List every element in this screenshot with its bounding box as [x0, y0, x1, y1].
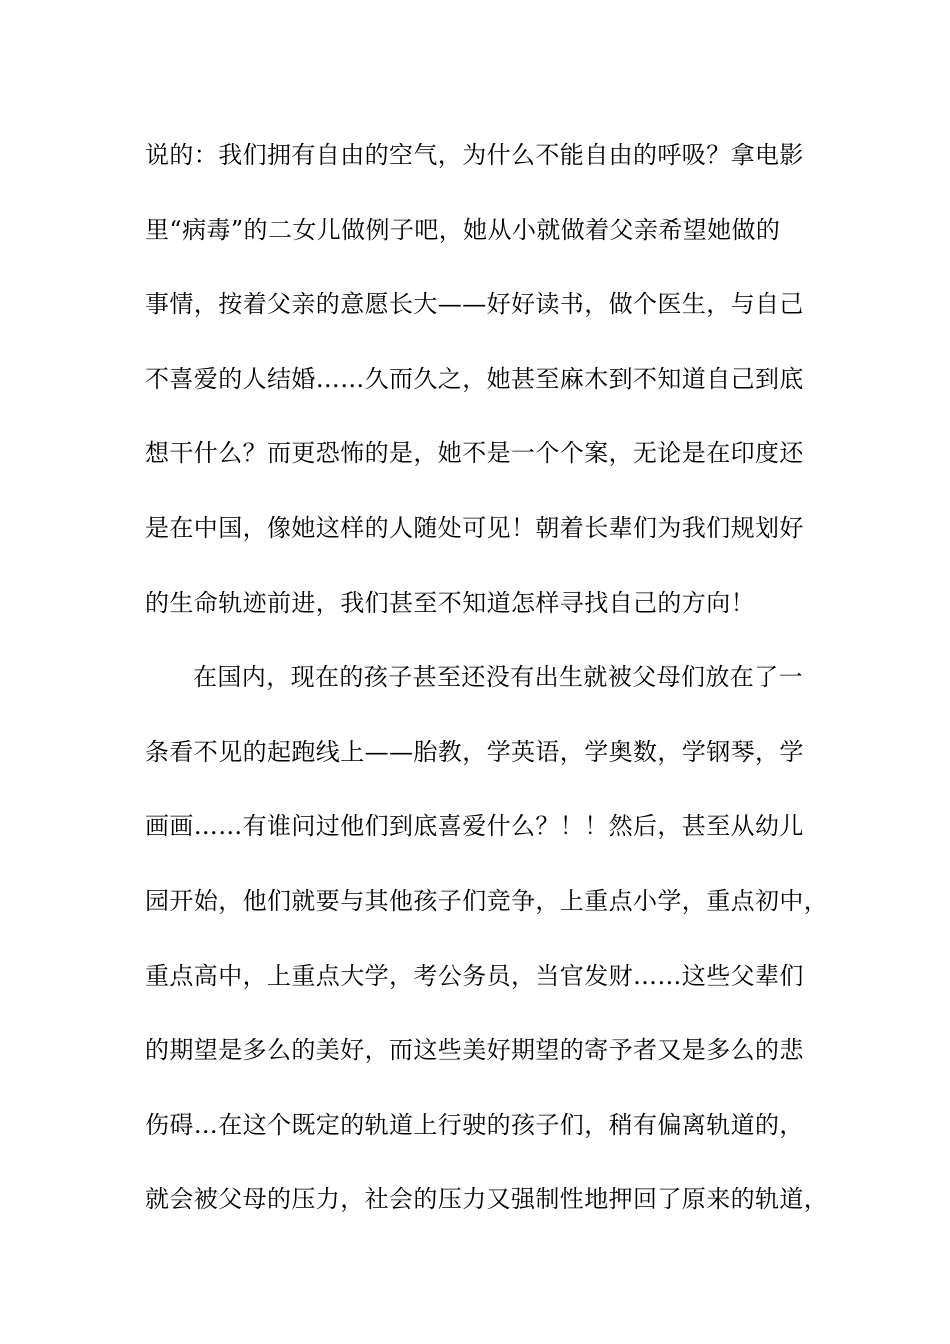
text-line: 园开始，他们就要与其他孩子们竞争，上重点小学，重点初中， — [145, 886, 829, 915]
paragraph-start-line: 在国内，现在的孩子甚至还没有出生就被父母们放在了一 — [193, 663, 803, 692]
text-line: 事情，按着父亲的意愿长大——好好读书，做个医生，与自己 — [145, 290, 804, 319]
text-line: 画画……有谁问过他们到底喜爱什么？！！然后，甚至从幼儿 — [145, 812, 804, 841]
text-line: 想干什么？而更恐怖的是，她不是一个个案，无论是在印度还 — [145, 439, 804, 468]
text-line: 不喜爱的人结婚……久而久之，她甚至麻木到不知道自己到底 — [145, 364, 804, 393]
text-line: 的期望是多么的美好，而这些美好期望的寄予者又是多么的悲 — [145, 1036, 804, 1065]
text-line: 说的：我们拥有自由的空气，为什么不能自由的呼吸？拿电影 — [145, 141, 804, 169]
text-line: 的生命轨迹前进，我们甚至不知道怎样寻找自己的方向！ — [145, 588, 755, 617]
text-line: 是在中国，像她这样的人随处可见！朝着长辈们为我们规划好 — [145, 513, 804, 542]
text-line: 里“病毒”的二女儿做例子吧，她从小就做着父亲希望她做的 — [145, 215, 781, 244]
body-text — [145, 130, 835, 1249]
text-line: 就会被父母的压力，社会的压力又强制性地押回了原来的轨道， — [145, 1185, 829, 1214]
text-line: 重点高中，上重点大学，考公务员，当官发财……这些父辈们 — [145, 961, 804, 990]
text-line: 伤碍…在这个既定的轨道上行驶的孩子们，稍有偏离轨道的， — [145, 1110, 804, 1139]
text-line: 条看不见的起跑线上——胎教，学英语，学奥数，学钢琴，学 — [145, 737, 804, 766]
